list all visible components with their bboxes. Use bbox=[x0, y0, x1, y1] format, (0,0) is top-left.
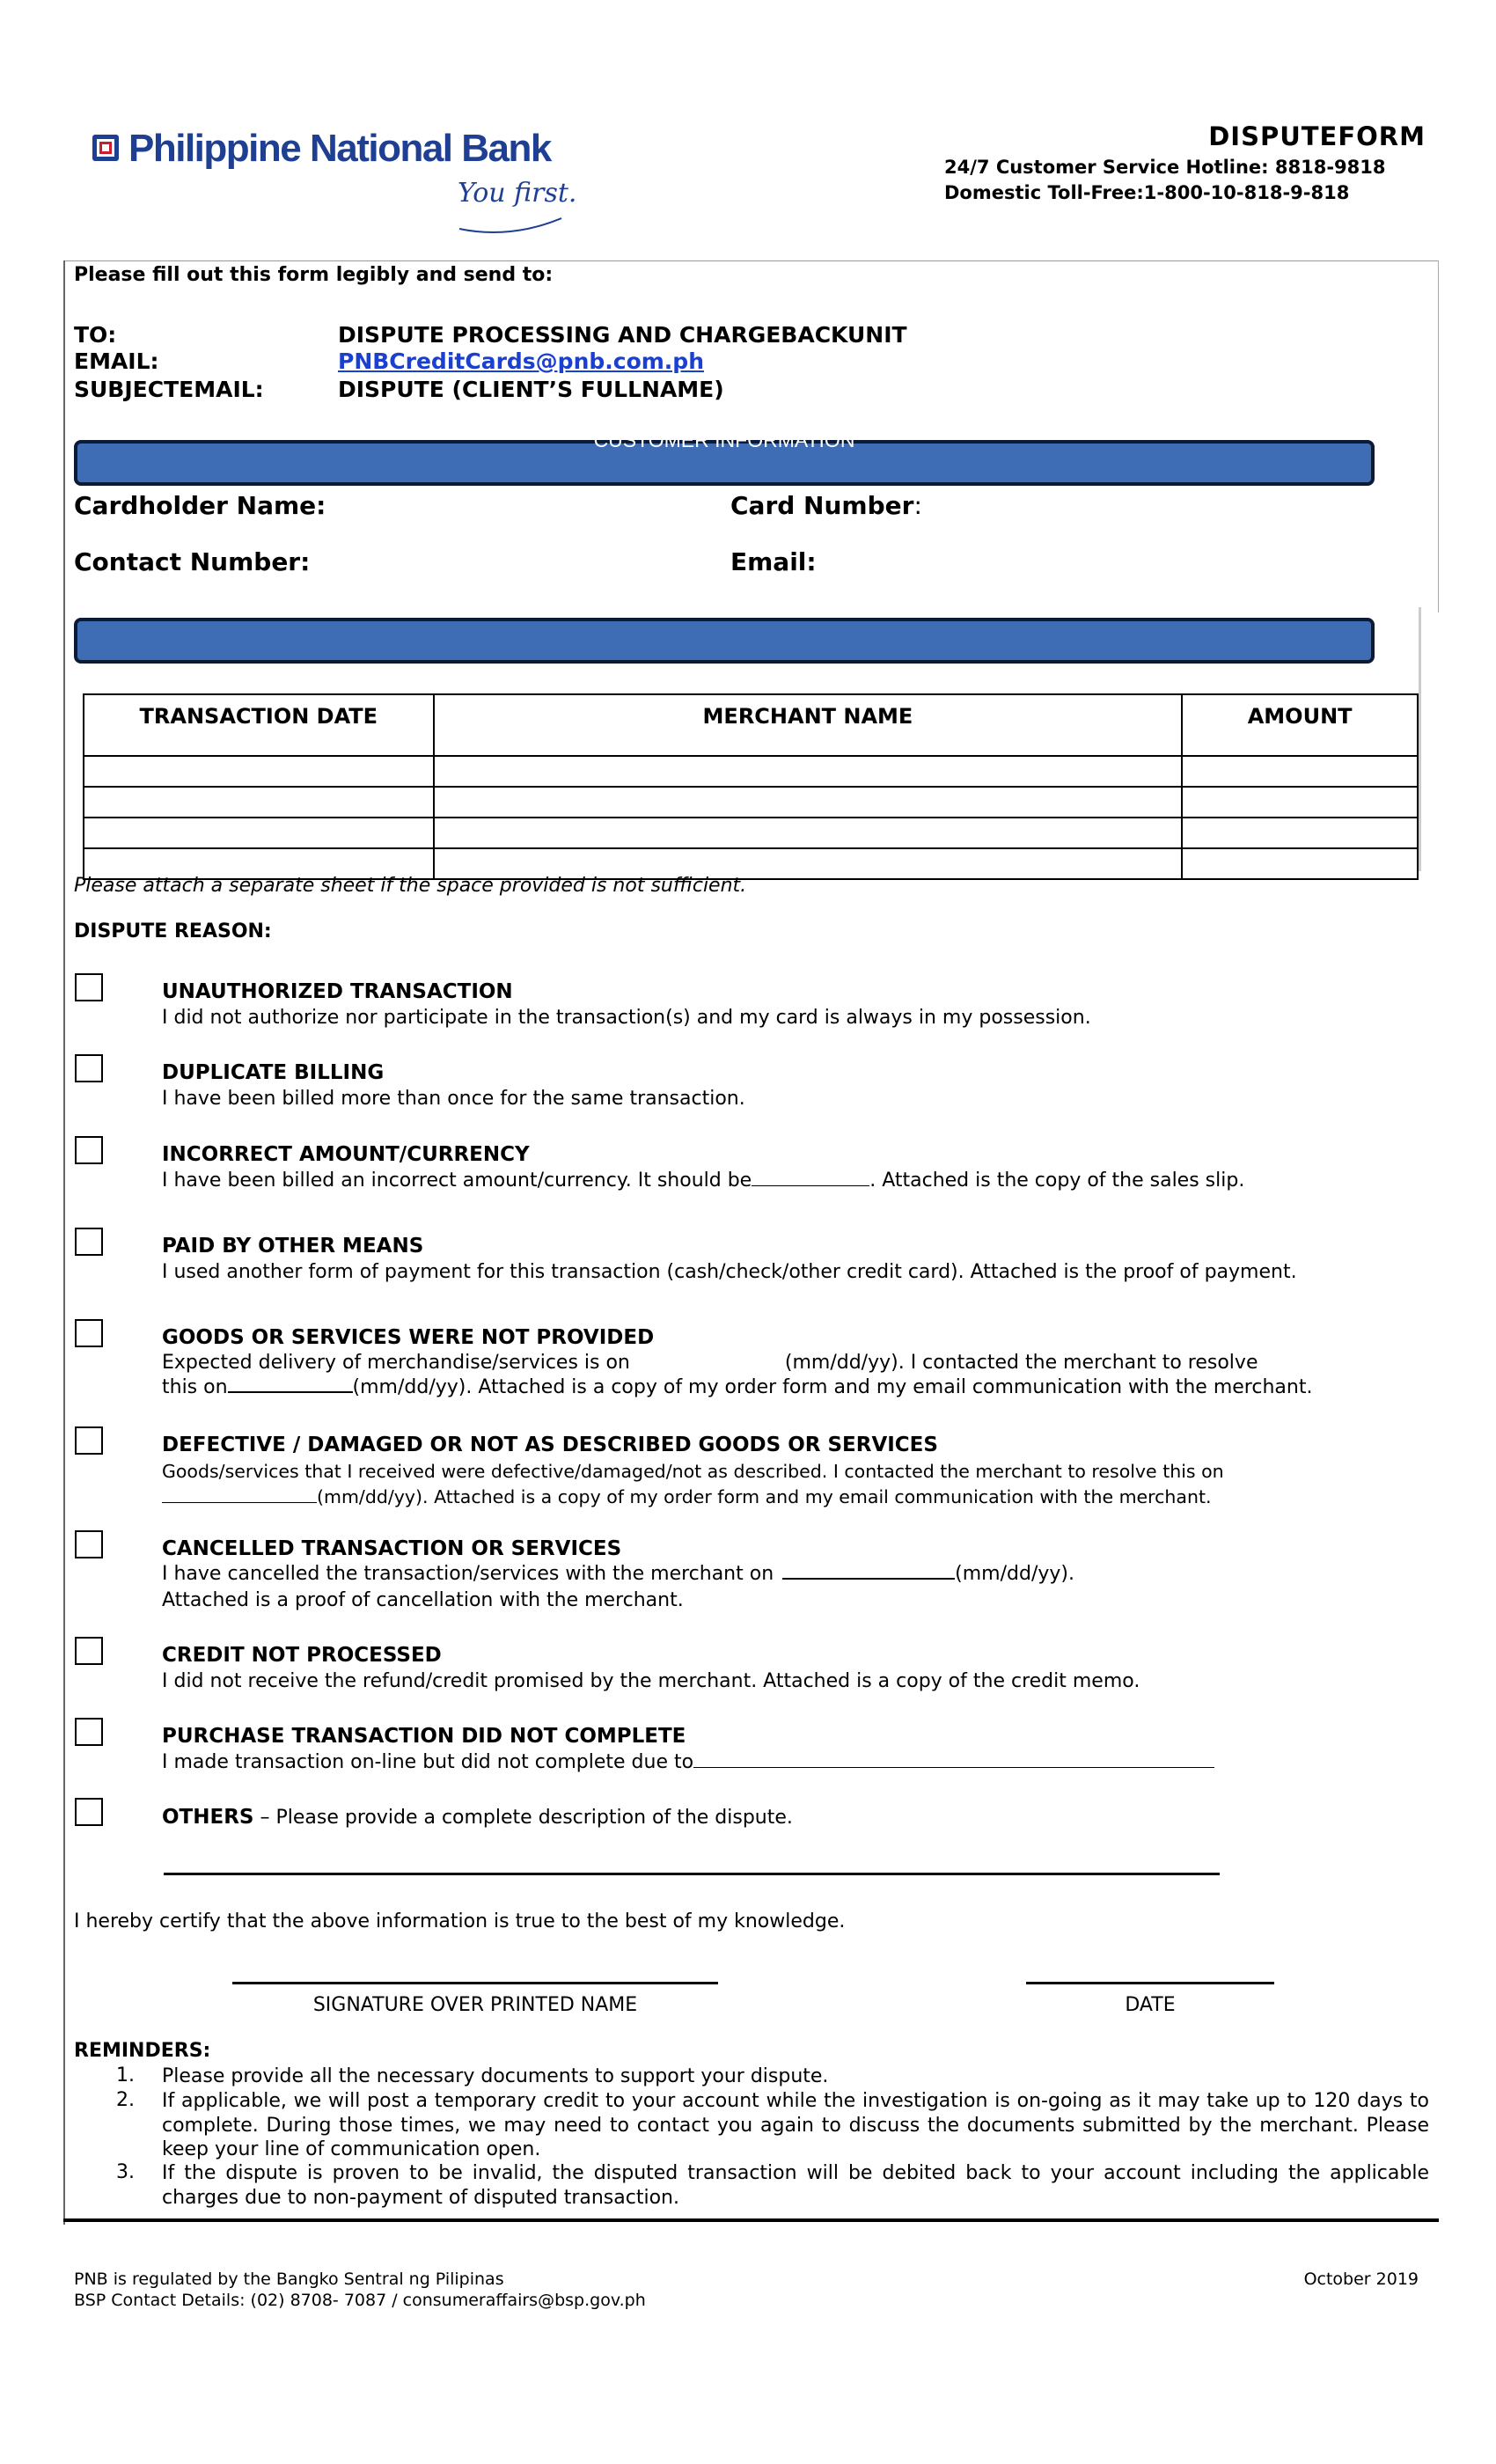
form-frame-left bbox=[63, 260, 65, 2225]
incomplete-reason-blank[interactable] bbox=[693, 1766, 1214, 1768]
signature-label: SIGNATURE OVER PRINTED NAME bbox=[312, 1994, 638, 2016]
checkbox-cancelled[interactable] bbox=[75, 1530, 103, 1558]
date-cell[interactable] bbox=[84, 787, 434, 818]
merchant-cell[interactable] bbox=[434, 756, 1183, 787]
table-header-row bbox=[84, 694, 1418, 756]
date-label: DATE bbox=[1125, 1994, 1176, 2016]
reason-incomplete-text: I made transaction on-line but did not complete due to bbox=[162, 1751, 1214, 1773]
attach-sheet-note: Please attach a separate sheet if the space provided is not sufficient. bbox=[74, 875, 747, 897]
amount-cell[interactable] bbox=[1182, 756, 1418, 787]
checkbox-not-provided[interactable] bbox=[75, 1319, 103, 1347]
reason-credit-title: CREDIT NOT PROCESSED bbox=[162, 1644, 442, 1667]
cancel-date-blank[interactable] bbox=[782, 1577, 955, 1580]
reason-unauthorized-title: UNAUTHORIZED TRANSACTION bbox=[162, 980, 513, 1003]
col-merchant-name: MERCHANT NAME bbox=[434, 694, 1183, 756]
table-frame-right bbox=[1419, 607, 1421, 871]
form-frame-bottom bbox=[63, 2218, 1439, 2222]
bank-logo bbox=[88, 128, 581, 234]
subject-value: DISPUTE (CLIENT’S FULLNAME) bbox=[338, 377, 724, 402]
to-value: DISPUTE PROCESSING AND CHARGEBACKUNIT bbox=[338, 322, 907, 348]
checkbox-unauthorized[interactable] bbox=[75, 973, 103, 1001]
amount-cell[interactable] bbox=[1182, 818, 1418, 848]
contact-number-label: Contact Number: bbox=[74, 547, 311, 576]
reason-unauthorized-text: I did not authorize nor participate in the transaction(s) and my card is always in my possession. bbox=[162, 1007, 1091, 1029]
reason-incorrect-text: I have been billed an incorrect amount/currency. It should be . Attached is the copy of the sales slip. bbox=[162, 1170, 1245, 1192]
reason-incorrect-title: INCORRECT AMOUNT/CURRENCY bbox=[162, 1143, 530, 1166]
amount-cell[interactable] bbox=[1182, 848, 1418, 879]
checkbox-duplicate-billing[interactable] bbox=[75, 1054, 103, 1082]
form-version-date: October 2019 bbox=[1303, 2270, 1419, 2289]
reminder-item: Please provide all the necessary documents to support your dispute. bbox=[162, 2065, 829, 2087]
reason-not-provided-line2: this on (mm/dd/yy). Attached is a copy of my order form and my email communication with the merchant. bbox=[162, 1376, 1313, 1398]
bank-tagline: You first. bbox=[458, 178, 577, 209]
bsp-contact-text: BSP Contact Details: (02) 8708- 7087 / consumeraffairs@bsp.gov.ph bbox=[74, 2291, 646, 2310]
email-field-label: Email: bbox=[730, 547, 817, 576]
signature-line[interactable] bbox=[232, 1982, 718, 1984]
checkbox-others[interactable] bbox=[75, 1798, 103, 1826]
checkbox-defective[interactable] bbox=[75, 1426, 103, 1455]
table-row bbox=[84, 756, 1418, 787]
date-line[interactable] bbox=[1026, 1982, 1274, 1984]
customer-info-title: CUSTOMER INFORMATION bbox=[593, 429, 855, 451]
reminder-item: If applicable, we will post a temporary credit to your account while the investigation is on-going as it may take up to 120 days to complete. During those times, we may need to contact you again to discuss the documents submitted by the merchant. Please keep your line of communication open. bbox=[162, 2090, 1429, 2160]
reminder-number: 1. bbox=[116, 2064, 135, 2086]
card-number-label: Card Number: bbox=[730, 491, 922, 520]
reason-paid-other-text: I used another form of payment for this transaction (cash/check/other credit card). Attached is the proof of payment. bbox=[162, 1261, 1297, 1283]
reminders-title: REMINDERS: bbox=[74, 2040, 211, 2062]
merchant-cell[interactable] bbox=[434, 818, 1183, 848]
reason-duplicate-title: DUPLICATE BILLING bbox=[162, 1061, 385, 1084]
date-cell[interactable] bbox=[84, 756, 434, 787]
subject-label: SUBJECTEMAIL: bbox=[74, 377, 264, 402]
reason-cancelled-line2: Attached is a proof of cancellation with the merchant. bbox=[162, 1589, 684, 1611]
table-row bbox=[84, 818, 1418, 848]
reason-cancelled-title: CANCELLED TRANSACTION OR SERVICES bbox=[162, 1537, 622, 1560]
reason-credit-text: I did not receive the refund/credit promised by the merchant. Attached is a copy of the credit memo. bbox=[162, 1670, 1140, 1692]
hotline-text: 24/7 Customer Service Hotline: 8818-9818 bbox=[944, 157, 1386, 178]
reason-cancelled-line1: I have cancelled the transaction/services with the merchant on (mm/dd/yy). bbox=[162, 1563, 1074, 1585]
resolve-date-blank[interactable] bbox=[162, 1501, 317, 1503]
reason-others-text: OTHERS – Please provide a complete description of the dispute. bbox=[162, 1806, 793, 1829]
regulator-text: PNB is regulated by the Bangko Sentral ng Pilipinas bbox=[74, 2270, 504, 2289]
reason-paid-other-title: PAID BY OTHER MEANS bbox=[162, 1235, 424, 1258]
tollfree-text: Domestic Toll-Free:1-800-10-818-9-818 bbox=[944, 182, 1350, 203]
cardholder-name-label: Cardholder Name: bbox=[74, 491, 326, 520]
transaction-table bbox=[83, 693, 1419, 880]
reminder-number: 3. bbox=[116, 2161, 135, 2183]
email-label: EMAIL: bbox=[74, 348, 159, 374]
contact-date-blank[interactable] bbox=[228, 1390, 353, 1393]
reason-duplicate-text: I have been billed more than once for the same transaction. bbox=[162, 1088, 745, 1110]
reason-defective-title: DEFECTIVE / DAMAGED OR NOT AS DESCRIBED GOODS OR SERVICES bbox=[162, 1434, 938, 1456]
reason-defective-line1: Goods/services that I received were defective/damaged/not as described. I contacted the merchant to resolve this on bbox=[162, 1461, 1224, 1482]
reminder-number: 2. bbox=[116, 2089, 135, 2111]
others-description-line[interactable] bbox=[164, 1873, 1220, 1875]
reminder-item: If the dispute is proven to be invalid, the disputed transaction will be debited back to your account including the applicable charges due to non-payment of disputed transaction. bbox=[162, 2162, 1429, 2209]
reason-not-provided-line1: Expected delivery of merchandise/services is on (mm/dd/yy). I contacted the merchant to resolve bbox=[162, 1352, 1258, 1374]
bank-name: Philippine National Bank bbox=[128, 127, 551, 170]
checkbox-incorrect-amount[interactable] bbox=[75, 1136, 103, 1164]
to-label: TO: bbox=[74, 322, 117, 348]
reason-defective-line2: (mm/dd/yy). Attached is a copy of my order form and my email communication with the merchant. bbox=[162, 1486, 1212, 1507]
send-instruction: Please fill out this form legibly and send to: bbox=[74, 264, 554, 286]
certification-text: I hereby certify that the above information is true to the best of my knowledge. bbox=[74, 1910, 846, 1932]
merchant-cell[interactable] bbox=[434, 787, 1183, 818]
amount-cell[interactable] bbox=[1182, 787, 1418, 818]
table-row bbox=[84, 787, 1418, 818]
col-amount: AMOUNT bbox=[1182, 694, 1418, 756]
amount-blank[interactable] bbox=[752, 1184, 869, 1186]
form-title: DISPUTEFORM bbox=[1208, 121, 1426, 151]
date-cell[interactable] bbox=[84, 818, 434, 848]
reason-incomplete-title: PURCHASE TRANSACTION DID NOT COMPLETE bbox=[162, 1725, 686, 1748]
col-transaction-date: TRANSACTION DATE bbox=[84, 694, 434, 756]
form-frame-right bbox=[1438, 260, 1439, 612]
form-frame-top bbox=[63, 260, 1439, 261]
checkbox-paid-other-means[interactable] bbox=[75, 1228, 103, 1256]
checkbox-credit-not-processed[interactable] bbox=[75, 1637, 103, 1665]
tagline-swoosh-icon bbox=[458, 213, 563, 236]
reason-not-provided-title: GOODS OR SERVICES WERE NOT PROVIDED bbox=[162, 1326, 655, 1349]
email-link[interactable]: PNBCreditCards@pnb.com.ph bbox=[338, 348, 704, 374]
dispute-reason-title: DISPUTE REASON: bbox=[74, 920, 272, 942]
checkbox-purchase-incomplete[interactable] bbox=[75, 1718, 103, 1746]
transaction-banner bbox=[74, 618, 1375, 664]
pnb-emblem-icon bbox=[92, 134, 120, 162]
